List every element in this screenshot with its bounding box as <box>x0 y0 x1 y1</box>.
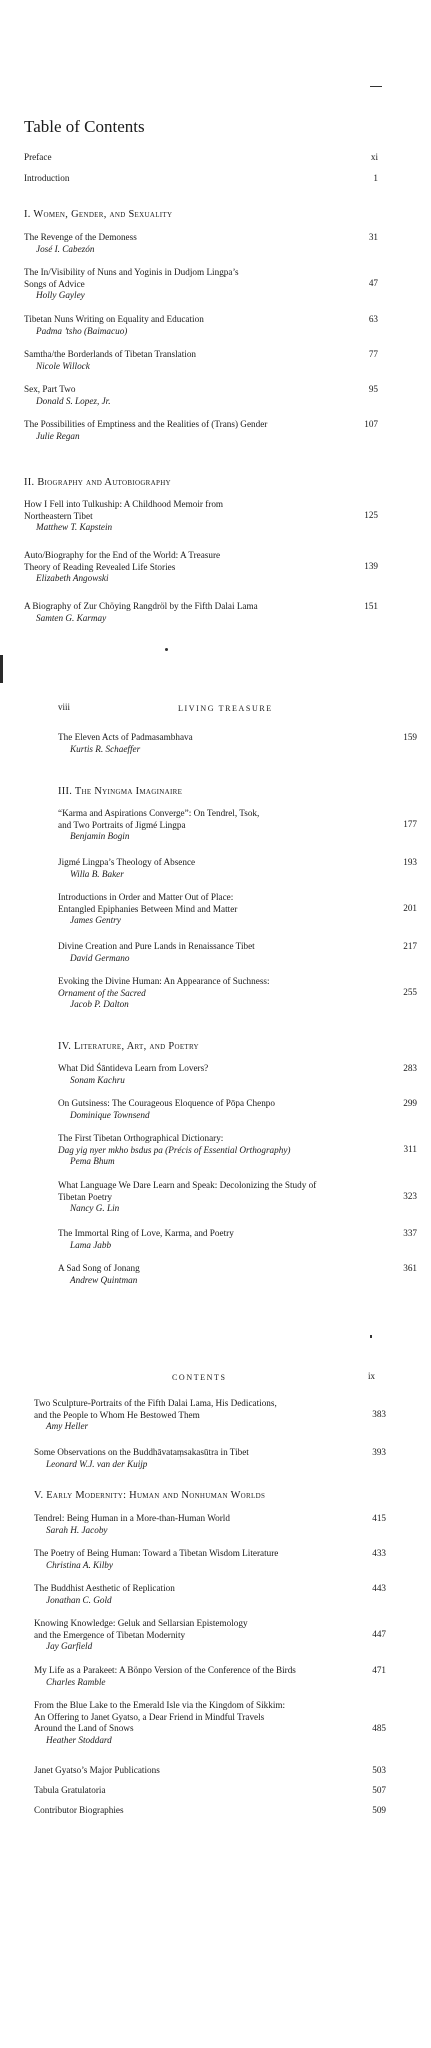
toc-entry <box>24 550 378 585</box>
entry-title-line: Tibetan Poetry <box>58 1191 113 1202</box>
section-heading-5: V. Early Modernity: Human and Nonhuman Worlds <box>34 1490 266 1501</box>
toc-page-1 <box>0 0 431 690</box>
entry-title-line: What Language We Dare Learn and Speak: Decolonizing the Study of <box>58 1180 317 1190</box>
scan-speck <box>370 86 382 87</box>
toc-entry-introduction <box>24 173 378 185</box>
entry-title-line: and the People to Whom He Bestowed Them <box>34 1409 200 1420</box>
entry-title: What Did Śāntideva Learn from Lovers? <box>58 1063 209 1073</box>
entry-page: 255 <box>403 987 417 997</box>
entry-title: Tibetan Nuns Writing on Equality and Education <box>24 314 204 324</box>
toc-entry <box>34 1700 394 1746</box>
entry-title: A Biography of Zur Chöying Rangdröl by the Fifth Dalai Lama <box>24 601 258 611</box>
entry-author: Donald S. Lopez, Jr. <box>36 395 111 406</box>
entry-page: 311 <box>403 1144 417 1154</box>
entry-author: Christina A. Kilby <box>46 1559 113 1570</box>
title-lead-in: Some Observations on the Buddhāvataṃsakasūtra in Tibet <box>34 1447 249 1457</box>
entry-page: 177 <box>403 819 417 829</box>
toc-entry <box>58 976 417 1011</box>
entry-title: A Sad Song of Jonang <box>58 1263 140 1273</box>
entry-title: The Eleven Acts of Padmasambhava <box>58 732 193 742</box>
entry-page: 31 <box>368 232 378 242</box>
entry-title-line: An Offering to Janet Gyatso, a Dear Friend in Mindful Travels <box>34 1711 265 1722</box>
entry-title: The Possibilities of Emptiness and the Realities of (Trans) Gender <box>24 419 268 429</box>
entry-author: Julie Regan <box>36 430 80 441</box>
folio: ix <box>368 1371 376 1381</box>
entry-title-line: Theory of Reading Revealed Life Stories <box>24 561 176 572</box>
entry-title: The Poetry of Being Human: Toward a Tibetan Wisdom Literature <box>34 1548 279 1558</box>
entry-page: 201 <box>403 903 417 913</box>
entry-author: Samten G. Karmay <box>36 612 107 623</box>
entry-title: My Life as a Parakeet: A Bönpo Version of the Conference of the Birds <box>34 1665 296 1675</box>
running-head: CONTENTS <box>172 1373 227 1382</box>
toc-entry <box>58 1133 417 1168</box>
toc-entry <box>58 1098 417 1121</box>
section-heading-4: IV. Literature, Art, and Poetry <box>58 1041 199 1052</box>
entry-author: Elizabeth Angowski <box>36 573 109 583</box>
toc-entry <box>34 1447 394 1470</box>
entry-page: 283 <box>403 1063 417 1073</box>
entry-title <box>34 1447 394 1459</box>
toc-entry <box>34 1618 394 1653</box>
entry-title: Samtha/the Borderlands of Tibetan Translation <box>24 349 197 359</box>
entry-page: 1 <box>373 173 378 183</box>
entry-page: 125 <box>364 510 378 520</box>
entry-title: The Buddhist Aesthetic of Replication <box>34 1583 175 1593</box>
entry-title: Jigmé Lingpa’s Theology of Absence <box>58 857 196 867</box>
entry-page: 447 <box>372 1629 386 1639</box>
scan-edge-mark <box>0 655 3 683</box>
toc-entry <box>34 1665 394 1688</box>
entry-author: Padma ’tsho (Baimacuo) <box>36 325 128 336</box>
section-heading-2: II. Biography and Autobiography <box>24 477 171 488</box>
entry-page: 507 <box>372 1785 386 1795</box>
toc-entry <box>58 1063 417 1086</box>
entry-page: 151 <box>364 601 378 611</box>
entry-page: 159 <box>403 732 417 742</box>
entry-author: James Gentry <box>70 915 121 925</box>
entry-title-line: Two Sculpture-Portraits of the Fifth Dalai Lama, His Dedications, <box>34 1398 277 1408</box>
entry-page: 509 <box>372 1805 386 1815</box>
entry-title-line: Introductions in Order and Matter Out of Place: <box>58 892 234 902</box>
entry-title-line: How I Fell into Tulkuship: A Childhood Memoir from <box>24 499 224 509</box>
scan-speck <box>165 648 168 651</box>
entry-page: 443 <box>372 1583 386 1593</box>
entry-page: 503 <box>372 1765 386 1775</box>
entry-author: Jonathan C. Gold <box>46 1594 112 1605</box>
entry-author: Dominique Townsend <box>70 1109 150 1120</box>
toc-entry <box>58 808 417 843</box>
entry-author: José I. Cabezón <box>36 243 95 254</box>
toc-entry <box>58 941 417 964</box>
toc-entry-publications <box>34 1765 394 1777</box>
entry-title-line: Around the Land of Snows <box>34 1723 134 1733</box>
entry-author: Willa B. Baker <box>70 868 124 879</box>
toc-entry <box>24 349 378 372</box>
entry-title: Introduction <box>24 173 70 183</box>
entry-author: Nancy G. Lin <box>70 1203 120 1213</box>
entry-page: 337 <box>403 1228 417 1238</box>
entry-title: The Revenge of the Demoness <box>24 232 137 242</box>
entry-title-line: Songs of Advice <box>24 278 85 289</box>
entry-author: Sonam Kachru <box>70 1074 125 1085</box>
entry-title-line: The In/Visibility of Nuns and Yoginis in Dudjom Lingpa’s <box>24 267 239 277</box>
entry-title-line: and Two Portraits of Jigmé Lingpa <box>58 819 186 830</box>
entry-title: Tendrel: Being Human in a More-than-Human World <box>34 1513 230 1523</box>
toc-entry-tabula <box>34 1785 394 1797</box>
entry-page: 299 <box>403 1098 417 1108</box>
toc-entry <box>34 1548 394 1571</box>
entry-title: Divine Creation and Pure Lands in Renaissance Tibet <box>58 941 255 951</box>
entry-author: Leonard W.J. van der Kuijp <box>46 1458 148 1469</box>
entry-author: Charles Ramble <box>46 1676 106 1687</box>
section-heading-3: III. The Nyingma Imaginaire <box>58 786 183 797</box>
toc-entry <box>24 267 378 302</box>
entry-title-line: Evoking the Divine Human: An Appearance of Suchness: <box>58 976 270 986</box>
toc-entry <box>58 1180 417 1215</box>
entry-author: Heather Stoddard <box>46 1734 112 1745</box>
entry-author: Amy Heller <box>46 1421 89 1431</box>
toc-entry <box>34 1513 394 1536</box>
entry-page: 433 <box>372 1548 386 1558</box>
scan-speck <box>370 1335 372 1338</box>
entry-title-line: The First Tibetan Orthographical Dictionary: <box>58 1133 224 1143</box>
entry-title: On Gutsiness: The Courageous Eloquence of Pōpa Chenpo <box>58 1098 275 1108</box>
entry-title-line: From the Blue Lake to the Emerald Isle via the Kingdom of Sikkim: <box>34 1700 286 1710</box>
entry-page: 471 <box>372 1665 386 1675</box>
entry-title-line: Knowing Knowledge: Geluk and Sellarsian Epistemology <box>34 1618 248 1628</box>
entry-author: Jay Garfield <box>46 1641 93 1651</box>
toc-entry <box>58 857 417 880</box>
entry-title: Janet Gyatso’s Major Publications <box>34 1765 160 1775</box>
entry-author: Jacob P. Dalton <box>70 999 129 1009</box>
entry-page: 393 <box>372 1447 386 1457</box>
toc-entry <box>24 419 378 442</box>
entry-page: 323 <box>403 1191 417 1201</box>
entry-title-line: Northeastern Tibet <box>24 510 93 521</box>
entry-page: 193 <box>403 857 417 867</box>
entry-title-line: Ornament of the Sacred <box>58 987 146 998</box>
toc-entry <box>24 499 378 534</box>
entry-title: Contributor Biographies <box>34 1805 124 1815</box>
toc-entry-preface <box>24 152 378 164</box>
entry-author: Benjamin Bogin <box>70 831 130 841</box>
entry-page: 415 <box>372 1513 386 1523</box>
section-heading-1: I. Women, Gender, and Sexuality <box>24 209 173 220</box>
toc-page-3 <box>0 1335 431 2048</box>
entry-page: 63 <box>368 314 378 324</box>
entry-page: 217 <box>403 941 417 951</box>
entry-title-line: Entangled Epiphanies Between Mind and Matter <box>58 903 238 914</box>
toc-entry <box>24 601 378 624</box>
entry-page: 77 <box>368 349 378 359</box>
toc-entry <box>58 892 417 927</box>
toc-entry <box>24 232 378 255</box>
entry-author: Nicole Willock <box>36 360 90 371</box>
entry-author: Matthew T. Kapstein <box>36 522 113 532</box>
entry-page: 383 <box>372 1409 386 1419</box>
toc-entry <box>34 1398 394 1433</box>
running-head: LIVING TREASURE <box>178 704 273 713</box>
entry-title: Tabula Gratulatoria <box>34 1785 106 1795</box>
toc-entry <box>58 1263 417 1286</box>
toc-page-2 <box>0 690 431 1335</box>
entry-page: 139 <box>364 561 378 571</box>
entry-page: 107 <box>364 419 378 429</box>
entry-title-line: “Karma and Aspirations Converge”: On Tendrel, Tsok, <box>58 808 260 818</box>
toc-entry <box>34 1583 394 1606</box>
entry-title: Sex, Part Two <box>24 384 76 394</box>
entry-page: xi <box>370 152 378 162</box>
entry-page: 95 <box>368 384 378 394</box>
entry-author: Holly Gayley <box>36 290 85 300</box>
entry-author: Lama Jabb <box>70 1239 112 1250</box>
entry-title-line: and the Emergence of Tibetan Modernity <box>34 1629 186 1640</box>
toc-entry <box>58 732 417 755</box>
entry-page: 47 <box>368 278 378 288</box>
toc-entry-biographies <box>34 1805 394 1817</box>
toc-heading: Table of Contents <box>24 117 145 136</box>
entry-title: Preface <box>24 152 52 162</box>
entry-page: 485 <box>372 1723 386 1733</box>
toc-entry <box>24 384 378 407</box>
entry-title-line: Auto/Biography for the End of the World: A Treasure <box>24 550 221 560</box>
entry-page: 361 <box>403 1263 417 1273</box>
entry-author: Kurtis R. Schaeffer <box>70 743 141 754</box>
toc-entry <box>24 314 378 337</box>
toc-entry <box>58 1228 417 1251</box>
entry-author: Pema Bhum <box>70 1156 115 1166</box>
entry-author: Sarah H. Jacoby <box>46 1524 108 1535</box>
folio: viii <box>58 702 71 712</box>
entry-title: The Immortal Ring of Love, Karma, and Poetry <box>58 1228 234 1238</box>
entry-author: Andrew Quintman <box>70 1274 138 1285</box>
entry-title-line: Dag yig nyer mkho bsdus pa (Précis of Essential Orthography) <box>58 1144 291 1155</box>
entry-author: David Germano <box>70 952 130 963</box>
